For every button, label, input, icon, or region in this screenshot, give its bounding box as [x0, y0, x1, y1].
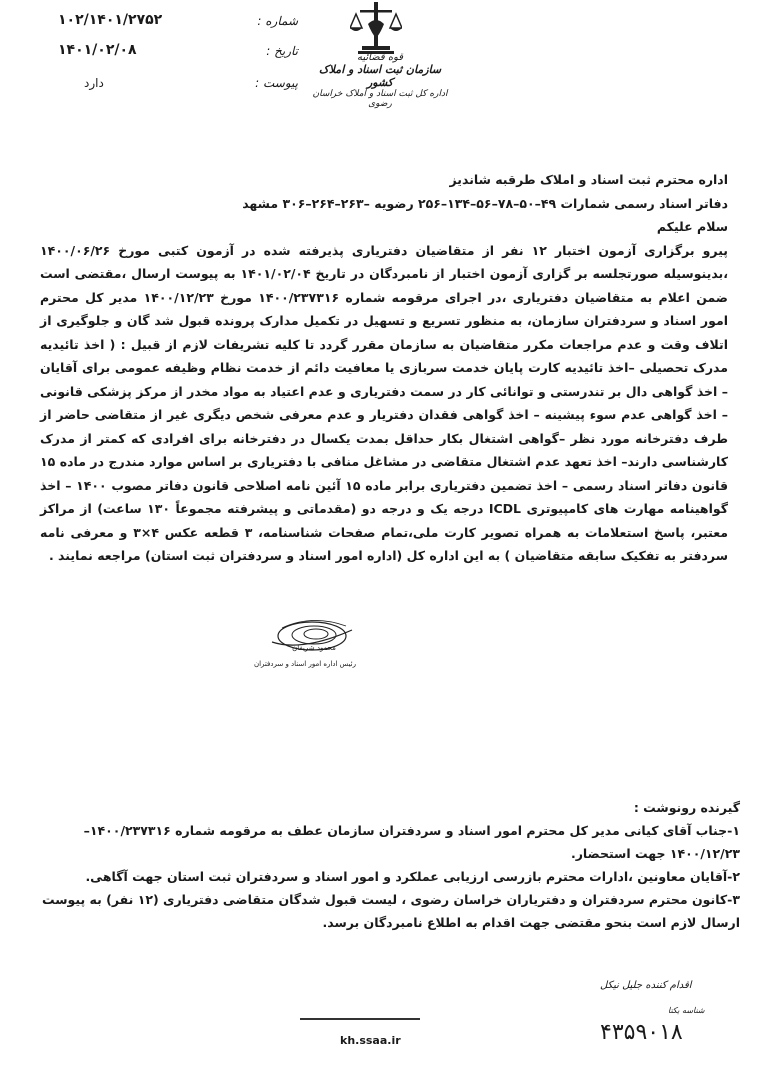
- website-link[interactable]: kh.ssaa.ir: [340, 1034, 401, 1047]
- letter-paragraph: پیرو برگزاری آزمون اختبار ۱۲ نفر از متقاضیان دفتریاری پذیرفته شده در آزمون کتبی مورخ ۱۴۰۰/۰۶/۲۶ ،بدینوسیله صورتجلسه بر گزاری آزمون اختبار از نامبردگان در تاریخ ۱۴۰۱/۰۲/۰۴ به پیوست ارسال ،مقتضی است ضمن اعلام به متقاضیان دفتریاری ،در اجرای مرقومه شماره ۱۴۰۰/۲۳۷۳۱۶ مورخ ۱۴۰۰/۱۲/۲۳ مدیر کل محترم امور اسناد و سردفتران سازمان، به منظور تسریع و تسهیل در تکمیل مدارک پرونده قبول شد گان و جلوگیری از اتلاف وقت و عدم مراجعات مکرر متقاضیان به سازمان مقرر گردد تا کلیه تشریفات لازم از قبیل : ( اخذ تائیدیه مدرک تحصیلی –اخذ تائیدیه کارت پایان خدمت سربازی یا معافیت دائم از خدمت نظام وظیفه عمومی برای آقایان – اخذ گواهی دال بر تندرستی و توانائی کار در سمت دفتریاری و عدم اعتیاد به مواد مخدر از مرکز پزشکی قانونی – اخذ گواهی عدم سوء پیشینه – اخذ گواهی فقدان دفتریار و عدم معرفی شخص دیگری غیر از متقاضی حاضر از طرف دفترخانه مورد نظر –گواهی اشتغال بکار حداقل بمدت یکسال در دفترخانه برای افرادی که کمتر از مدرک کارشناسی دارند– اخذ تعهد عدم اشتغال متقاضی در مشاغل منافی با دفتریاری بر اساس موارد مندرج در ماده ۱۵ قانون دفاتر اسناد رسمی – اخذ تضمین دفتریاری برابر ماده ۱۵ آئین نامه اصلاحی قانون دفاتر مصوب ۱۴۰۰ – اخذ گواهینامه مهارت های کامپیوتری ICDL درجه یک و درجه دو (مقدماتی و پیشرفته مجموعاً ۱۳۰ ساعت) از مراکز معتبر، پاسخ استعلامات به همراه تصویر کارت ملی،تمام صفحات شناسنامه، ۳ قطعه عکس ۴×۳ و معرفی نامه سردفتر به تفکیک سابقه متقاضیان ) به این اداره کل (اداره امور اسناد و سردفتران ثبت استان) مراجعه نمایند .: [40, 242, 729, 563]
- issuer-note: اقدام کننده جلیل نیکل: [600, 980, 692, 991]
- number-label: شماره :: [257, 14, 298, 28]
- address-line1: اداره محترم ثبت اسناد و املاک طرقبه شاندیز: [449, 172, 728, 187]
- meta-number-row: [58, 12, 298, 38]
- copies-item-3: ۳-کانون محترم سردفتران و دفتریاران خراسان رضوی ، لیست قبول شدگان متقاضی دفتریاری (۱۲ نفر) به پیوست ارسال لازم است بنحو مقتضی جهت اقدام به اطلاع نامبردگان برسد.: [42, 892, 740, 930]
- footer-divider: [300, 1018, 420, 1020]
- attachment-label: پیوست :: [255, 76, 298, 90]
- org-line2: سازمان ثبت اسناد و املاک کشور: [318, 63, 442, 89]
- date-label: تاریخ :: [266, 44, 298, 58]
- copies-item-2: ۲-آقایان معاونین ،ادارات محترم بازرسی ارزیابی عملکرد و امور اسناد و سردفتران ثبت استان جهت آگاهی.: [85, 869, 740, 884]
- copies-item-1: ۱-جناب آقای کیانی مدیر کل محترم امور اسناد و سردفتران سازمان عطف به مرقومه شماره ۱۴۰۰/۲۳۷۳۱۶–۱۴۰۰/۱۲/۲۳ جهت استحضار.: [83, 823, 740, 861]
- copies-title: گیرنده رونوشت :: [633, 800, 740, 815]
- unique-id-code: ۴۳۵۹۰۱۸: [600, 1020, 683, 1045]
- unique-id-label: شناسه یکتا: [668, 1006, 705, 1015]
- signatory-name: محمود شریفان: [292, 644, 336, 652]
- copies-section: [40, 796, 740, 934]
- org-line3: اداره کل ثبت اسناد و املاک خراسان رضوی: [312, 89, 448, 109]
- meta-date-row: [58, 42, 298, 68]
- letter-date: ۱۴۰۱/۰۲/۰۸: [58, 42, 137, 58]
- meta-attachment-row: [58, 74, 298, 100]
- letter-number: ۱۰۲/۱۴۰۱/۲۷۵۲: [58, 12, 163, 28]
- letter-body: [40, 168, 728, 568]
- signatory-title: رئیس اداره امور اسناد و سردفتران: [253, 660, 357, 668]
- greeting: سلام علیکم: [656, 219, 728, 234]
- attachment-value: دارد: [84, 76, 104, 90]
- org-line1: قوه قضائیه: [356, 52, 404, 63]
- organization-header: [310, 52, 450, 109]
- judiciary-emblem-icon: [350, 0, 402, 56]
- address-line2: دفاتر اسناد رسمی شمارات ۴۹–۵۰–۷۸–۵۶–۱۳۴–۲۵۶ رضویه –۲۶۳–۲۶۴–۳۰۶ مشهد: [242, 195, 728, 211]
